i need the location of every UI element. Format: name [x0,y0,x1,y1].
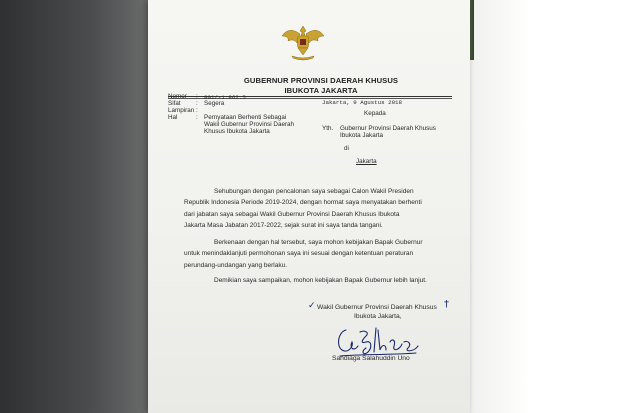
body-paragraph-1 [184,186,422,232]
hal-line-2: Wakil Gubernur Provinsi Daerah [204,121,295,128]
body-p2-line-1: Berkenaan dengan hal tersebut, saya mohon kebijakan Bapak Gubernur [214,239,423,246]
kepada-label: Kepada [364,110,386,117]
body-paragraph-3 [214,275,427,286]
body-paragraph-2 [184,237,423,271]
body-p2-line-2: untuk menindaklanjuti permohonan saya ini sesuai dengan ketentuan peraturan [184,250,414,258]
nomor-colon: : [196,93,198,100]
sifat-colon: : [196,100,198,107]
letter-paper [148,0,470,413]
hal-colon: : [196,114,198,121]
body-p1-line-3: dari jabatan saya sebagai Wakil Gubernur Provinsi Daerah Khusus Ibukota [184,210,400,218]
background-left [0,0,150,413]
hal-line-1: Pernyataan Berhenti Sebagai [204,114,287,121]
recipient-place: Jakarta [356,158,377,165]
sifat-value: Segera [204,100,225,107]
nomor-label: Nomor [168,93,187,100]
nomor-value: 801/-1.862.5 [204,93,246,101]
handwritten-check-mark: ✓ [308,301,316,311]
body-p3-line-1: Demikian saya sampaikan, mohon kebijakan Bapak Gubernur lebih lanjut. [214,277,427,284]
body-p1-line-2: Republik Indonesia Periode 2019-2024, dengan hormat saya menyatakan berhenti [184,199,422,207]
lampiran-colon: : [196,107,198,114]
hal-line-3: Khusus Ibukota Jakarta [204,128,270,135]
closing-title-line-1: Wakil Gubernur Provinsi Daerah Khusus [317,304,437,311]
garuda-emblem-icon [280,22,326,62]
yth-label: Yth. [322,125,334,132]
body-p1-line-4: Jakarta Masa Jabatan 2017-2022, sejak surat ini saya tanda tangani. [184,222,383,230]
signatory-name: Sandiaga Salahuddin Uno [332,355,410,362]
background-right [470,0,620,413]
lampiran-label: Lampiran [168,107,195,114]
body-p1-line-1: Sehubungan dengan pencalonan saya sebagai Calon Wakil Presiden [214,188,414,195]
sifat-label: Sifat [168,100,181,107]
letterhead-subtitle: IBUKOTA JAKARTA [284,86,358,95]
hal-label: Hal [168,114,178,121]
body-p2-line-3: perundang-undangan yang berlaku. [184,261,288,269]
recipient-line-1: Gubernur Provinsi Daerah Khusus [340,125,436,132]
handwritten-dagger-mark: † [444,299,449,310]
recipient-di: di [344,145,349,152]
letterhead-title: GUBERNUR PROVINSI DAERAH KHUSUS [243,76,399,85]
recipient-line-2: Ibukota Jakarta [340,132,384,139]
letter-date: Jakarta, 9 Agustus 2018 [322,99,403,106]
closing-title-line-2: Ibukota Jakarta, [354,313,402,320]
